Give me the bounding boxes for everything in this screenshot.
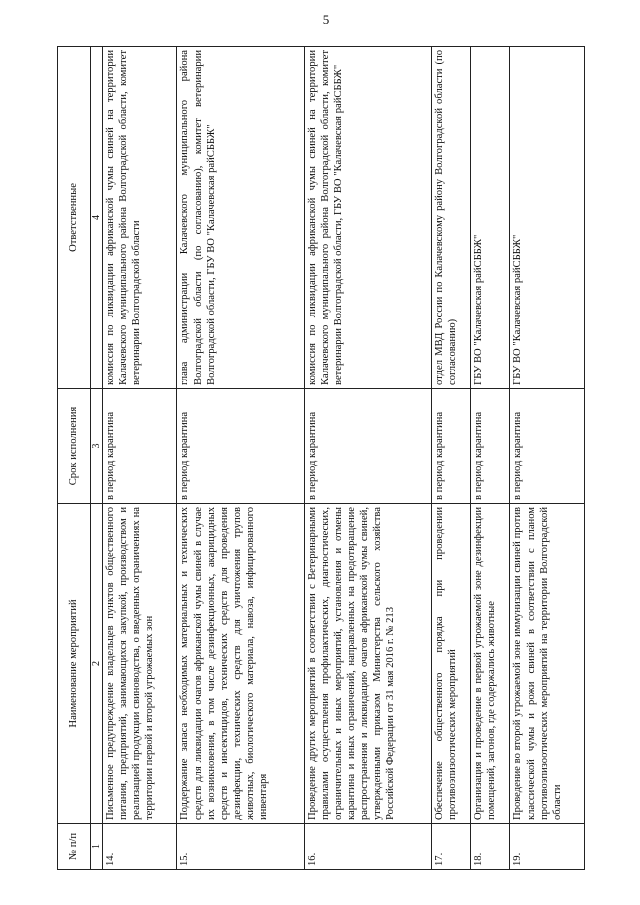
measures-table bbox=[57, 46, 585, 870]
row-responsible: ГБУ ВО "Калачевская райСББЖ" bbox=[510, 47, 585, 389]
row-number: 17. bbox=[432, 824, 471, 870]
table-row bbox=[177, 47, 304, 870]
row-number: 14. bbox=[103, 824, 177, 870]
column-index-row bbox=[91, 47, 103, 870]
rotated-table-container bbox=[57, 47, 585, 870]
column-index: 2 bbox=[91, 504, 103, 824]
row-term: в период карантина bbox=[510, 389, 585, 504]
row-measure: Проведение других мероприятий в соответствии с Ветеринарными правилами осуществления профилактических, диагностических, ограничительных и иных мероприятий, установления и отмены карантина и иных ограничений, направленных на предотвращение распространения и ликвидацию очагов африканской чумы свиней, утвержденными приказом Министерства сельского хозяйства Российской Федерации от 31 мая 2016 г. № 213 bbox=[304, 504, 431, 824]
row-responsible: комиссия по ликвидации африканской чумы свиней на территории Калачевского муниципального района Волгоградской области, комитет ветеринарии Волгоградской области, ГБУ ВО "Калачевская райСББЖ" bbox=[304, 47, 431, 389]
row-responsible: отдел МВД России по Калачевскому району Волгоградской области (по согласованию) bbox=[432, 47, 471, 389]
row-responsible: ГБУ ВО "Калачевская райСББЖ" bbox=[471, 47, 510, 389]
table-row bbox=[103, 47, 177, 870]
row-term: в период карантина bbox=[304, 389, 431, 504]
row-measure: Письменное предупреждение владельцев пунктов общественного питания, предприятий, занимающихся закупкой, производством и реализацией продукции свиноводства, о введенных ограничениях на территории первой и второй угрожаемых зон bbox=[103, 504, 177, 824]
column-index: 4 bbox=[91, 47, 103, 389]
header-resp: Ответственные bbox=[58, 47, 91, 389]
row-number: 19. bbox=[510, 824, 585, 870]
column-index: 1 bbox=[91, 824, 103, 870]
header-name: Наименование мероприятий bbox=[58, 504, 91, 824]
row-responsible: глава администрации Калачевского муниципального района Волгоградской области (по согласованию), комитет ветеринарии Волгоградской области, ГБУ ВО "Калачевская райСББЖ" bbox=[177, 47, 304, 389]
row-number: 16. bbox=[304, 824, 431, 870]
row-number: 18. bbox=[471, 824, 510, 870]
column-index: 3 bbox=[91, 389, 103, 504]
row-term: в период карантина bbox=[471, 389, 510, 504]
table-row bbox=[304, 47, 431, 870]
header-term: Срок исполнения bbox=[58, 389, 91, 504]
table-header-row bbox=[58, 47, 91, 870]
row-term: в период карантина bbox=[177, 389, 304, 504]
row-term: в период карантина bbox=[432, 389, 471, 504]
row-responsible: комиссия по ликвидации африканской чумы свиней на территории Калачевского муниципального района Волгоградской области, комитет ветеринарии Волгоградской области bbox=[103, 47, 177, 389]
row-number: 15. bbox=[177, 824, 304, 870]
table-row bbox=[432, 47, 471, 870]
table-row bbox=[510, 47, 585, 870]
row-term: в период карантина bbox=[103, 389, 177, 504]
row-measure: Поддержание запаса необходимых материальных и технических средств для ликвидации очагов африканской чумы свиней в случае их возникновения, в том числе дезинфекционных, акарицидных средств и инсектицидов, технических средств для проведения дезинфекции, технических средств для уничтожения трупов животных, биологического материала, навоза, инфицированного инвентаря bbox=[177, 504, 304, 824]
page-number: 5 bbox=[322, 12, 330, 27]
header-num: № п/п bbox=[58, 824, 91, 870]
table-row bbox=[471, 47, 510, 870]
row-measure: Обеспечение общественного порядка при проведении противоэпизоотических мероприятий bbox=[432, 504, 471, 824]
row-measure: Проведение во второй угрожаемой зоне иммунизации свиней против классической чумы и рожи свиней в соответствии с планом противоэпизоотических мероприятий на территории Волгоградской области bbox=[510, 504, 585, 824]
row-measure: Организация и проведение в первой угрожаемой зоне дезинфекции помещений, загонов, где содержались животные bbox=[471, 504, 510, 824]
